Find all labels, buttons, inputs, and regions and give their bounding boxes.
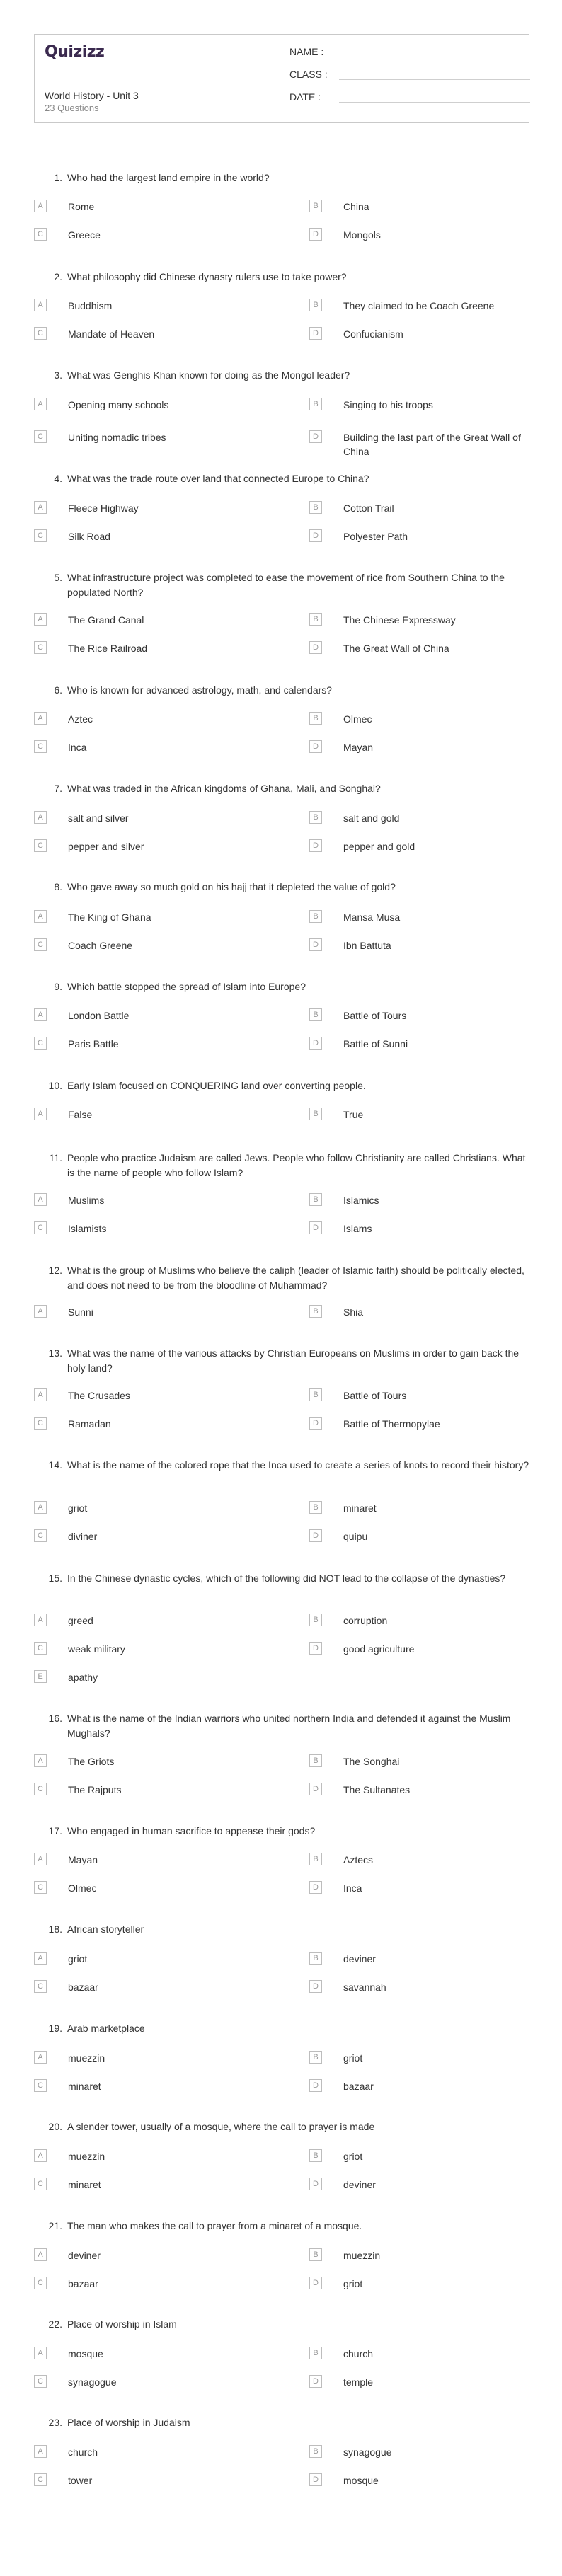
option-text: China	[343, 201, 369, 212]
option-text: griot	[343, 2151, 363, 2162]
option-text: The Crusades	[68, 1390, 130, 1401]
option-text: The Great Wall of China	[343, 643, 449, 654]
option-text: Olmec	[343, 713, 372, 725]
class-label: CLASS :	[289, 69, 328, 80]
option-letter-box[interactable]: C	[34, 839, 47, 852]
option-letter-box[interactable]: B	[309, 2051, 322, 2064]
option-letter-box[interactable]: B	[309, 299, 322, 311]
option-letter-box[interactable]: C	[34, 1881, 47, 1894]
date-field[interactable]	[289, 91, 321, 103]
question-text: What is the name of the Indian warriors who united northern India and defended it against the Muslim Mughals?	[67, 1713, 511, 1739]
option-letter-box[interactable]: C	[34, 2473, 47, 2486]
question-text: The man who makes the call to prayer from a minaret of a mosque.	[67, 2220, 362, 2231]
question-number: 9.	[54, 981, 62, 992]
option-letter-box[interactable]: A	[34, 1008, 47, 1021]
option-letter-box[interactable]: B	[309, 1614, 322, 1626]
date-line	[339, 102, 530, 103]
option-text: Ramadan	[68, 1418, 111, 1430]
option-letter-box[interactable]: A	[34, 1853, 47, 1865]
question-text: Who gave away so much gold on his hajj that it depleted the value of gold?	[67, 881, 396, 892]
option-text: The King of Ghana	[68, 912, 151, 923]
class-field[interactable]	[289, 69, 328, 80]
option-letter-box[interactable]: A	[34, 2051, 47, 2064]
option-text: Mayan	[343, 742, 374, 753]
option-text: salt and silver	[68, 812, 129, 824]
question-text: What was traded in the African kingdoms of Ghana, Mali, and Songhai?	[67, 783, 381, 794]
option-text: bazaar	[68, 1982, 98, 1993]
option-text: Polyester Path	[343, 531, 408, 542]
class-line	[339, 79, 530, 80]
question-number: 11.	[49, 1152, 62, 1163]
option-letter-box[interactable]: D	[309, 2277, 322, 2289]
option-text: pepper and gold	[343, 841, 415, 852]
option-text: quipu	[343, 1531, 368, 1542]
question-text: Who is known for advanced astrology, math, and calendars?	[67, 684, 333, 696]
option-letter-box[interactable]: D	[309, 1417, 322, 1430]
question-text: What infrastructure project was completed to ease the movement of rice from Southern China to the populated North?	[67, 572, 505, 598]
option-letter-box[interactable]: D	[309, 740, 322, 753]
option-letter-box[interactable]: C	[34, 529, 47, 542]
option-letter-box[interactable]: C	[34, 2079, 47, 2092]
option-text: Opening many schools	[68, 399, 169, 410]
option-text: mosque	[343, 2475, 379, 2486]
option-letter-box[interactable]: C	[34, 1417, 47, 1430]
option-text: Cotton Trail	[343, 502, 394, 514]
name-label: NAME :	[289, 46, 324, 57]
option-text: Uniting nomadic tribes	[68, 432, 166, 443]
option-text: muezzin	[68, 2052, 105, 2064]
option-text: griot	[68, 1953, 88, 1965]
question-number: 5.	[54, 572, 62, 583]
option-letter-box[interactable]: A	[34, 1108, 47, 1120]
option-letter-box[interactable]: B	[309, 501, 322, 514]
question-number: 8.	[54, 881, 62, 892]
option-text: salt and gold	[343, 812, 400, 824]
option-letter-box[interactable]: C	[34, 2375, 47, 2388]
option-text: Shia	[343, 1306, 364, 1318]
option-text: synagogue	[68, 2376, 117, 2388]
option-text: weak military	[68, 1643, 125, 1655]
option-text: Battle of Tours	[343, 1390, 407, 1401]
option-text: pepper and silver	[68, 841, 144, 852]
option-text: False	[68, 1109, 93, 1120]
option-letter-box[interactable]: D	[309, 938, 322, 951]
option-text: Muslims	[68, 1195, 105, 1206]
option-text: Islamics	[343, 1195, 379, 1206]
option-letter-box[interactable]: A	[34, 501, 47, 514]
option-text: Rome	[68, 201, 95, 212]
option-text: Islamists	[68, 1223, 107, 1234]
option-letter-box[interactable]: D	[309, 1221, 322, 1234]
option-letter-box[interactable]: A	[34, 1614, 47, 1626]
option-letter-box[interactable]: B	[309, 2149, 322, 2162]
option-letter-box[interactable]: D	[309, 1529, 322, 1542]
question-number: 18.	[48, 1924, 62, 1935]
date-label: DATE :	[289, 91, 321, 103]
option-text: Singing to his troops	[343, 399, 433, 410]
option-letter-box[interactable]: B	[309, 811, 322, 824]
question-number: 22.	[48, 2318, 62, 2330]
option-letter-box[interactable]: B	[309, 2347, 322, 2359]
option-letter-box[interactable]: C	[34, 1221, 47, 1234]
option-letter-box[interactable]: B	[309, 1388, 322, 1401]
option-letter-box[interactable]: B	[309, 200, 322, 212]
option-letter-box[interactable]: D	[309, 1980, 322, 1993]
option-letter-box[interactable]: A	[34, 811, 47, 824]
question-text: A slender tower, usually of a mosque, where the call to prayer is made	[67, 2121, 375, 2132]
question-text: What was Genghis Khan known for doing as the Mongol leader?	[67, 369, 350, 381]
question-number: 14.	[48, 1459, 62, 1471]
option-letter-box[interactable]: D	[309, 2079, 322, 2092]
option-text: Paris Battle	[68, 1038, 119, 1050]
worksheet-title: World History - Unit 3	[45, 90, 139, 101]
option-text: griot	[343, 2278, 363, 2289]
question-text: What is the group of Muslims who believe the caliph (leader of Islamic faith) should be politically elected, and does not need to be from the bloodline of Muhammad?	[67, 1265, 524, 1291]
option-letter-box[interactable]: D	[309, 327, 322, 340]
option-letter-box[interactable]: A	[34, 1501, 47, 1514]
option-letter-box[interactable]: D	[309, 641, 322, 654]
option-text: corruption	[343, 1615, 388, 1626]
question-number: 3.	[54, 369, 62, 381]
option-letter-box[interactable]: D	[309, 1642, 322, 1655]
option-text: Mayan	[68, 1854, 98, 1865]
option-text: The Chinese Expressway	[343, 614, 456, 626]
question-number: 16.	[48, 1713, 62, 1724]
option-letter-box[interactable]: C	[34, 641, 47, 654]
option-text: Mansa Musa	[343, 912, 401, 923]
option-text: bazaar	[343, 2081, 374, 2092]
option-text: church	[343, 2348, 374, 2359]
question-text: In the Chinese dynastic cycles, which of the following did NOT lead to the collapse of the dynasties?	[67, 1572, 506, 1584]
option-letter-box[interactable]: B	[309, 712, 322, 725]
option-text: deviner	[343, 2179, 376, 2190]
option-letter-box[interactable]: D	[309, 228, 322, 241]
question-number: 20.	[48, 2121, 62, 2132]
option-letter-box[interactable]: B	[309, 2248, 322, 2261]
option-text: muezzin	[343, 2250, 381, 2261]
option-letter-box[interactable]: D	[309, 529, 322, 542]
option-text: Battle of Sunni	[343, 1038, 408, 1050]
option-text: Coach Greene	[68, 940, 133, 951]
option-text: Olmec	[68, 1882, 97, 1894]
option-text: savannah	[343, 1982, 386, 1993]
option-letter-box[interactable]: A	[34, 1193, 47, 1206]
question-number: 21.	[48, 2220, 62, 2231]
question-number: 13.	[48, 1347, 62, 1359]
option-letter-box[interactable]: C	[34, 1980, 47, 1993]
name-field[interactable]	[289, 46, 323, 57]
option-text: synagogue	[343, 2446, 392, 2458]
question-text: Who engaged in human sacrifice to appease their gods?	[67, 1825, 316, 1836]
question-number: 1.	[54, 172, 62, 183]
option-letter-box[interactable]: B	[309, 1952, 322, 1965]
option-text: Mandate of Heaven	[68, 328, 155, 340]
question-text: What was the trade route over land that connected Europe to China?	[67, 473, 369, 484]
question-text: Place of worship in Judaism	[67, 2417, 190, 2428]
option-letter-box[interactable]: A	[34, 2445, 47, 2458]
option-text: apathy	[68, 1672, 98, 1683]
option-text: True	[343, 1109, 364, 1120]
question-text: Arab marketplace	[67, 2023, 145, 2034]
option-letter-box[interactable]: C	[34, 327, 47, 340]
option-text: Inca	[343, 1882, 362, 1894]
option-text: church	[68, 2446, 98, 2458]
option-letter-box[interactable]: D	[309, 2473, 322, 2486]
option-text: The Songhai	[343, 1756, 400, 1767]
option-text: The Sultanates	[343, 1784, 411, 1795]
option-letter-box[interactable]: A	[34, 910, 47, 923]
option-text: Buddhism	[68, 300, 113, 311]
option-letter-box[interactable]: A	[34, 613, 47, 626]
option-letter-box[interactable]: D	[309, 2375, 322, 2388]
option-text: Silk Road	[68, 531, 110, 542]
option-letter-box[interactable]: D	[309, 1881, 322, 1894]
option-letter-box[interactable]: C	[34, 2178, 47, 2190]
option-letter-box[interactable]: A	[34, 2149, 47, 2162]
option-text: Fleece Highway	[68, 502, 139, 514]
question-number: 7.	[54, 783, 62, 794]
option-letter-box[interactable]: B	[309, 1193, 322, 1206]
option-letter-box[interactable]: B	[309, 613, 322, 626]
option-text: Sunni	[68, 1306, 93, 1318]
option-letter-box[interactable]: A	[34, 299, 47, 311]
question-text: People who practice Judaism are called Jews. People who follow Christianity are called Christians. What is the name of people who follow Islam?	[67, 1152, 526, 1178]
option-text: griot	[343, 2052, 363, 2064]
option-letter-box[interactable]: C	[34, 740, 47, 753]
option-text: griot	[68, 1502, 88, 1514]
option-letter-box[interactable]: A	[34, 712, 47, 725]
option-letter-box[interactable]: B	[309, 1754, 322, 1767]
quizizz-logo: Quizizz	[45, 43, 105, 61]
option-text: Ibn Battuta	[343, 940, 391, 951]
option-letter-box[interactable]: C	[34, 430, 47, 443]
option-text: Greece	[68, 229, 101, 241]
question-number: 10.	[48, 1080, 62, 1091]
option-text: tower	[68, 2475, 93, 2486]
option-text: They claimed to be Coach Greene	[343, 300, 495, 311]
option-letter-box[interactable]: A	[34, 1388, 47, 1401]
option-text: The Rajputs	[68, 1784, 122, 1795]
option-letter-box[interactable]: B	[309, 1305, 322, 1318]
question-number: 15.	[48, 1572, 62, 1584]
question-number: 4.	[54, 473, 62, 484]
option-text: minaret	[68, 2179, 101, 2190]
question-text: What philosophy did Chinese dynasty rulers use to take power?	[67, 271, 347, 282]
option-text: Islams	[343, 1223, 372, 1234]
option-text: minaret	[68, 2081, 101, 2092]
question-text: Which battle stopped the spread of Islam into Europe?	[67, 981, 306, 992]
option-letter-box[interactable]: A	[34, 1952, 47, 1965]
question-text: Who had the largest land empire in the world?	[67, 172, 270, 183]
question-count: 23 Questions	[45, 103, 99, 113]
option-text: Aztecs	[343, 1854, 374, 1865]
option-text: Battle of Tours	[343, 1010, 407, 1021]
question-text: Place of worship in Islam	[67, 2318, 177, 2330]
option-letter-box[interactable]: C	[34, 1529, 47, 1542]
option-letter-box[interactable]: B	[309, 2445, 322, 2458]
option-letter-box[interactable]: E	[34, 1670, 47, 1683]
option-text: The Griots	[68, 1756, 115, 1767]
option-letter-box[interactable]: B	[309, 1108, 322, 1120]
option-text: good agriculture	[343, 1643, 415, 1655]
option-letter-box[interactable]: C	[34, 938, 47, 951]
option-letter-box[interactable]: B	[309, 1853, 322, 1865]
option-text: temple	[343, 2376, 374, 2388]
question-number: 19.	[48, 2023, 62, 2034]
option-text: The Grand Canal	[68, 614, 144, 626]
option-letter-box[interactable]: C	[34, 1037, 47, 1050]
option-letter-box[interactable]: B	[309, 398, 322, 410]
worksheet-header	[34, 34, 529, 123]
option-text: Battle of Thermopylae	[343, 1418, 440, 1430]
option-text: Aztec	[68, 713, 93, 725]
option-letter-box[interactable]: D	[309, 1783, 322, 1795]
question-text: African storyteller	[67, 1924, 144, 1935]
option-letter-box[interactable]: A	[34, 2347, 47, 2359]
option-letter-box[interactable]: A	[34, 398, 47, 410]
option-letter-box[interactable]: C	[34, 2277, 47, 2289]
option-letter-box[interactable]: D	[309, 839, 322, 852]
option-letter-box[interactable]: B	[309, 1501, 322, 1514]
option-text: diviner	[68, 1531, 98, 1542]
option-letter-box[interactable]: A	[34, 2248, 47, 2261]
option-text: The Rice Railroad	[68, 643, 148, 654]
option-letter-box[interactable]: C	[34, 228, 47, 241]
option-letter-box[interactable]: D	[309, 430, 322, 443]
option-letter-box[interactable]: A	[34, 1754, 47, 1767]
question-text: Early Islam focused on CONQUERING land over converting people.	[67, 1080, 366, 1091]
option-text: Confucianism	[343, 328, 403, 340]
question-number: 12.	[48, 1265, 62, 1276]
option-letter-box[interactable]: D	[309, 1037, 322, 1050]
option-text: deviner	[343, 1953, 376, 1965]
option-text: greed	[68, 1615, 93, 1626]
option-text: mosque	[68, 2348, 103, 2359]
option-text: muezzin	[68, 2151, 105, 2162]
option-letter-box[interactable]: C	[34, 1642, 47, 1655]
question-text: What is the name of the colored rope that the Inca used to create a series of knots to record their history?	[67, 1459, 529, 1471]
question-number: 2.	[54, 271, 62, 282]
question-number: 6.	[54, 684, 62, 696]
option-letter-box[interactable]: B	[309, 1008, 322, 1021]
option-letter-box[interactable]: D	[309, 2178, 322, 2190]
question-number: 23.	[48, 2417, 62, 2428]
option-letter-box[interactable]: C	[34, 1783, 47, 1795]
question-text: What was the name of the various attacks by Christian Europeans on Muslims in order to gain back the holy land?	[67, 1347, 520, 1374]
option-text: Mongols	[343, 229, 381, 241]
option-text: minaret	[343, 1502, 377, 1514]
option-letter-box[interactable]: A	[34, 200, 47, 212]
question-number: 17.	[48, 1825, 62, 1836]
option-text: Building the last part of the Great Wall of China	[343, 432, 521, 457]
option-letter-box[interactable]: B	[309, 910, 322, 923]
option-text: bazaar	[68, 2278, 98, 2289]
option-letter-box[interactable]: A	[34, 1305, 47, 1318]
option-text: Inca	[68, 742, 87, 753]
option-text: deviner	[68, 2250, 101, 2261]
option-text: London Battle	[68, 1010, 130, 1021]
